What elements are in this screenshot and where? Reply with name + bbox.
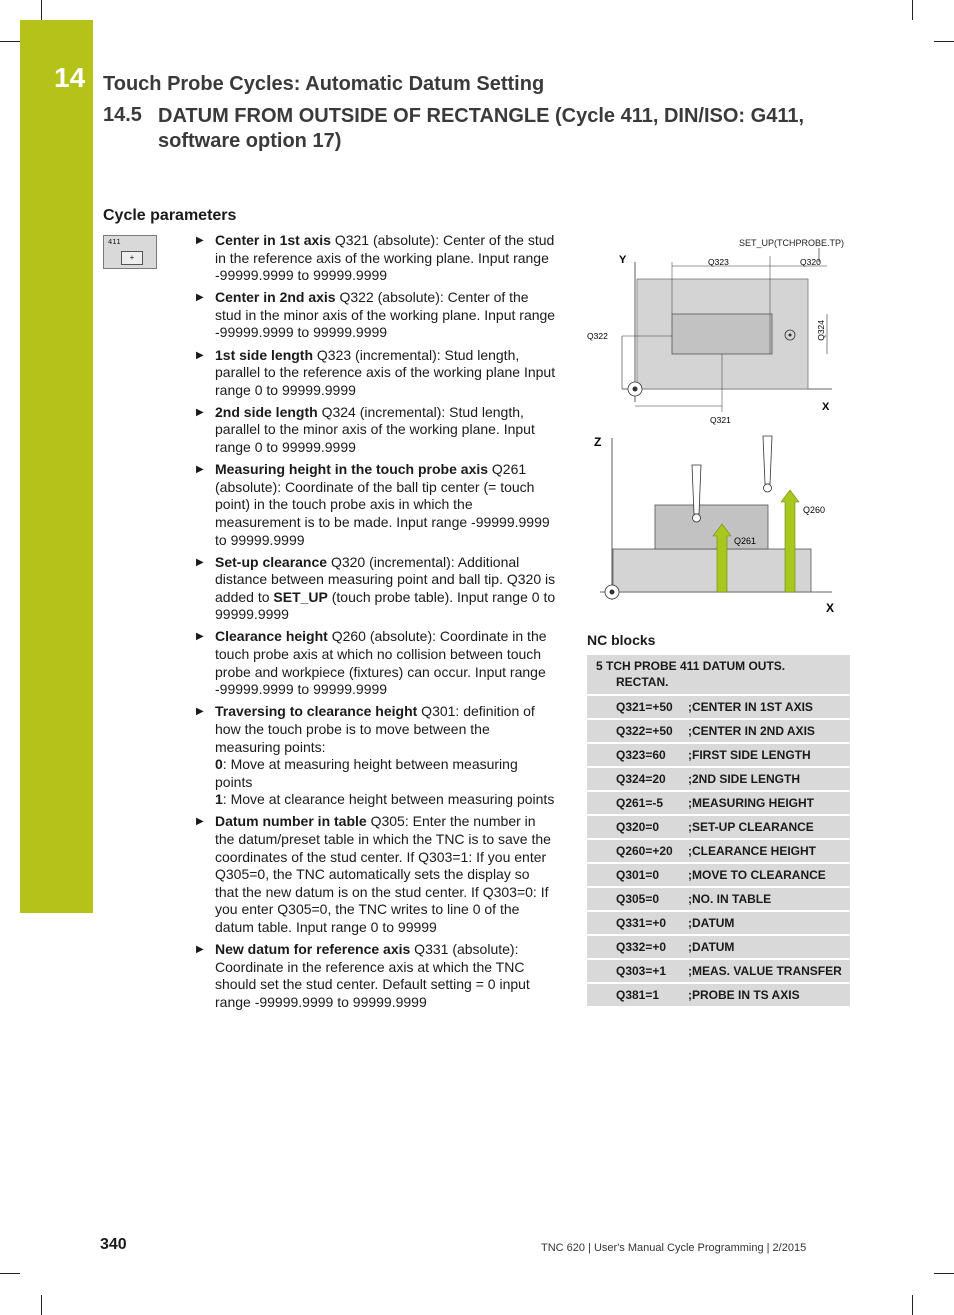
param-item: [196, 289, 556, 342]
param-item: [196, 813, 556, 936]
setup-label: SET_UP(TCHPROBE.TP): [739, 238, 845, 248]
x-axis-label: X: [826, 601, 835, 615]
table-row: [587, 792, 850, 816]
nc-comment: ;DATUM: [684, 912, 850, 936]
param-item: [196, 347, 556, 400]
param-desc: Q305: Enter the number in the datum/preset table in which the TNC is to save the coordinates of the stud center. If Q303=1: If you enter Q305=0, the TNC automatically sets the display so that the new datum is on the stud center. If Q303=0: If you enter Q305=0, the TNC writes to line 0 of the datum table. Input range 0 to 99999: [215, 813, 551, 935]
triangle-bullet-icon: ▶: [196, 556, 204, 568]
triangle-bullet-icon: ▶: [196, 406, 204, 418]
nc-comment: ;PROBE IN TS AXIS: [684, 984, 850, 1008]
table-row: [587, 840, 850, 864]
softkey-label: 411: [108, 238, 121, 246]
param-name: New datum for reference axis: [215, 941, 411, 958]
param-item: [196, 628, 556, 698]
nc-param: Q322=+50: [587, 720, 684, 744]
nc-param: Q321=+50: [587, 696, 684, 720]
param-item: [196, 941, 556, 1011]
nc-param: Q305=0: [587, 888, 684, 912]
probe-ball: [764, 484, 772, 492]
probe-stylus-icon: [692, 465, 701, 514]
option-key: 1: [215, 791, 223, 808]
param-item: [196, 404, 556, 457]
triangle-bullet-icon: ▶: [196, 292, 204, 304]
nc-comment: ;CENTER IN 1ST AXIS: [684, 696, 850, 720]
nc-comment: ;2ND SIDE LENGTH: [684, 768, 850, 792]
section-number: 14.5: [103, 104, 142, 126]
param-item: [196, 703, 556, 809]
nc-header-cell: [587, 655, 850, 696]
label-q321: Q321: [710, 415, 731, 425]
param-desc: Q322 (absolute): Center of the stud in the minor axis of the working plane. Input range -99999.9999 to 99999.9999: [215, 289, 556, 341]
chapter-sidebar: [20, 20, 93, 913]
nc-param: Q323=60: [587, 744, 684, 768]
nc-comment: ;MEAS. VALUE TRANSFER: [684, 960, 850, 984]
table-row: [587, 720, 850, 744]
param-desc-cont: (touch probe table). Input range 0 to 99999.9999: [215, 588, 556, 623]
param-name: Center in 1st axis: [215, 232, 331, 248]
side-view-diagram: [582, 430, 842, 618]
param-desc: Q260 (absolute): Coordinate in the touch probe axis at which no collision between touch probe and workpiece (fixtures) can occur. Input range -99999.9999 to 99999.9999: [215, 628, 547, 698]
param-item: [196, 232, 556, 285]
nc-param: Q381=1: [587, 984, 684, 1008]
nc-param: Q303=+1: [587, 960, 684, 984]
table-row: [587, 984, 850, 1008]
param-desc: Q323 (incremental): Stud length, parallel to the reference axis of the working plane Input range 0 to 99999.9999: [215, 346, 556, 398]
z-axis-label: Z: [594, 435, 602, 449]
stud-rectangle: [672, 314, 772, 354]
parameter-list: [196, 232, 556, 1016]
option-key: 0: [215, 756, 223, 773]
nc-blocks-table: [587, 655, 850, 1008]
param-item: [196, 461, 556, 549]
nc-param: Q261=-5: [587, 792, 684, 816]
param-desc: Q320 (incremental): Additional distance between measuring point and ball tip. Q320 is added to: [215, 553, 556, 605]
section-title: DATUM FROM OUTSIDE OF RECTANGLE (Cycle 411, DIN/ISO: G411, software option 17): [158, 105, 805, 152]
table-row: [587, 744, 850, 768]
nc-comment: ;NO. IN TABLE: [684, 888, 850, 912]
nc-comment: ;MEASURING HEIGHT: [684, 792, 850, 816]
crop-mark: [912, 1295, 913, 1315]
nc-param: Q260=+20: [587, 840, 684, 864]
param-desc: Q331 (absolute): Coordinate in the reference axis at which the TNC should set the stud center. Default setting = 0 input range -99999.9999 to 99999.9999: [215, 941, 530, 1010]
crop-mark: [912, 0, 913, 20]
crop-mark: [0, 41, 20, 42]
crop-mark: [934, 1273, 954, 1274]
nc-param: Q324=20: [587, 768, 684, 792]
nc-param: Q301=0: [587, 864, 684, 888]
nc-comment: ;FIRST SIDE LENGTH: [684, 744, 850, 768]
param-name: Clearance height: [215, 628, 328, 645]
option-desc: : Move at measuring height between measuring points: [215, 756, 518, 790]
nc-comment: ;SET-UP CLEARANCE: [684, 816, 850, 840]
nc-comment: ;CLEARANCE HEIGHT: [684, 840, 850, 864]
table-row: [587, 696, 850, 720]
triangle-bullet-icon: ▶: [196, 944, 204, 956]
chapter-title: Touch Probe Cycles: Automatic Datum Setting: [103, 73, 545, 95]
param-desc: Q324 (incremental): Stud length, parallel to the minor axis of the working plane. Input range 0 to 99999.9999: [215, 403, 535, 456]
triangle-bullet-icon: ▶: [196, 816, 204, 828]
nc-blocks-heading: NC blocks: [587, 632, 656, 648]
table-row: [587, 912, 850, 936]
param-name: Set-up clearance: [215, 553, 328, 570]
nc-header-line: RECTAN.: [616, 675, 669, 689]
nc-header-line: 5 TCH PROBE 411 DATUM OUTS.: [596, 659, 786, 673]
cycle-411-softkey: [103, 235, 157, 269]
label-q260: Q260: [803, 505, 826, 515]
setup-keyword: SET_UP: [273, 588, 328, 605]
top-view-diagram: [582, 234, 856, 430]
probe-stylus-icon: [763, 436, 772, 484]
nc-param: Q332=+0: [587, 936, 684, 960]
table-row: [587, 936, 850, 960]
param-name: Datum number in table: [215, 813, 367, 830]
nc-param: Q320=0: [587, 816, 684, 840]
triangle-bullet-icon: ▶: [196, 349, 204, 361]
y-axis-label: Y: [619, 254, 627, 266]
probe-center: [789, 334, 792, 337]
table-row: [587, 768, 850, 792]
table-row: [587, 655, 850, 696]
table-row: [587, 864, 850, 888]
crop-mark: [41, 1295, 42, 1315]
crop-mark: [41, 0, 42, 20]
chapter-number: 14: [54, 62, 86, 93]
nc-comment: ;CENTER IN 2ND AXIS: [684, 720, 850, 744]
param-desc: Q321 (absolute): Center of the stud in the reference axis of the working plane. Input range -99999.9999 to 99999.9999: [215, 232, 555, 284]
x-axis-label: X: [822, 401, 830, 413]
crop-mark: [0, 1273, 20, 1274]
cycle-parameters-heading: Cycle parameters: [103, 207, 237, 224]
label-q320: Q320: [800, 257, 821, 267]
param-name: 2nd side length: [215, 403, 318, 420]
triangle-bullet-icon: ▶: [196, 235, 204, 246]
nc-param: Q331=+0: [587, 912, 684, 936]
nc-comment: ;DATUM: [684, 936, 850, 960]
label-q261: Q261: [734, 536, 757, 546]
label-q323: Q323: [708, 257, 729, 267]
footer-text: TNC 620 | User's Manual Cycle Programming | 2/2015: [541, 1242, 807, 1254]
datum-center: [633, 387, 638, 392]
triangle-bullet-icon: ▶: [196, 631, 204, 643]
crop-mark: [934, 41, 954, 42]
crosshair-rectangle-icon: +: [121, 251, 143, 265]
param-name: Measuring height in the touch probe axis: [215, 461, 489, 478]
label-q324: Q324: [816, 320, 826, 341]
param-name: Traversing to clearance height: [215, 703, 418, 720]
table-row: [587, 960, 850, 984]
triangle-bullet-icon: ▶: [196, 706, 204, 718]
table-row: [587, 888, 850, 912]
workpiece-base: [613, 549, 811, 592]
page-number: 340: [100, 1236, 127, 1253]
label-q322: Q322: [587, 331, 608, 341]
param-name: 1st side length: [215, 346, 314, 363]
probe-ball: [693, 514, 701, 522]
triangle-bullet-icon: ▶: [196, 464, 204, 476]
param-desc: Q301: definition of how the touch probe is to move between the measuring points:: [215, 703, 535, 755]
table-row: [587, 816, 850, 840]
nc-comment: ;MOVE TO CLEARANCE: [684, 864, 850, 888]
datum-center: [610, 590, 615, 595]
param-desc: Q261 (absolute): Coordinate of the ball tip center (= touch point) in the touch probe axis in which the measurement is to be made. Input range -99999.9999 to 99999.9999: [215, 461, 550, 548]
option-desc: : Move at clearance height between measuring points: [222, 791, 555, 808]
param-name: Center in 2nd axis: [215, 289, 336, 306]
param-item: [196, 554, 556, 624]
